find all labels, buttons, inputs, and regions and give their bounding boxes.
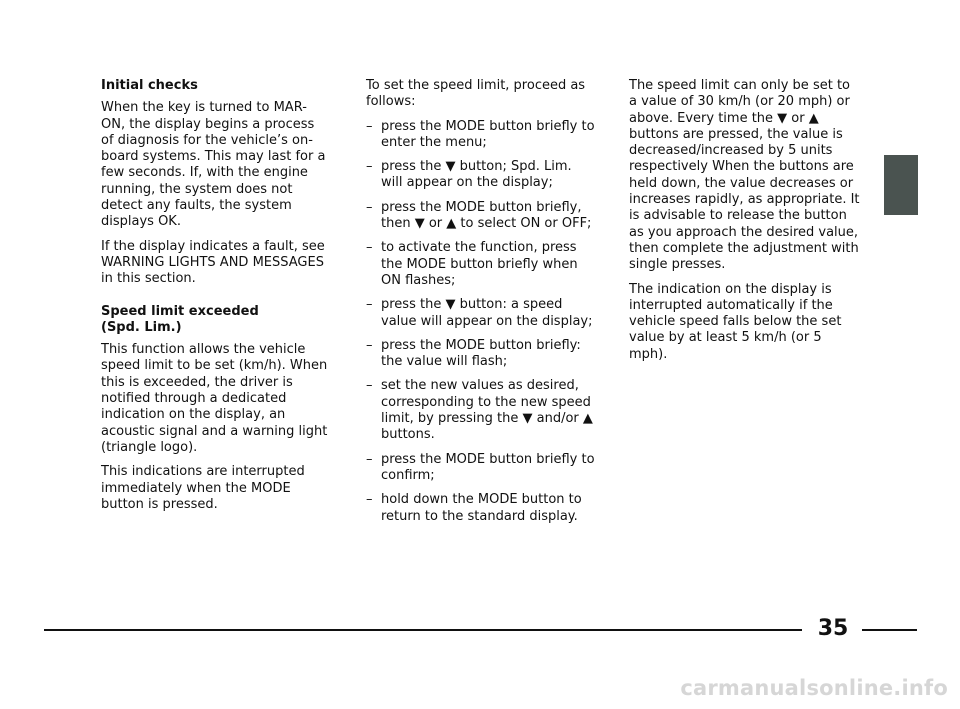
procedure-step: – press the ▼ button; Spd. Lim. will appear on the display;: [366, 159, 596, 192]
column-left: [101, 78, 329, 521]
procedure-step: – press the ▼ button: a speed value will appear on the display;: [366, 297, 596, 330]
procedure-step: – press the MODE button briefly to confirm;: [366, 452, 596, 485]
speed-limit-setting-paragraph: The speed limit can only be set to a value of 30 km/h (or 20 mph) or above. Every time the ▼ or ▲ buttons are pressed, the value is decreased/increased by 5 units respectively When the buttons are held down, the value decreases or increases rapidly, as appropriate. It is advisable to release the button as you approach the desired value, then complete the adjustment with single presses.: [629, 78, 860, 273]
procedure-intro: To set the speed limit, proceed as follows:: [366, 78, 586, 110]
procedure-step: – to activate the function, press the MODE button briefly when ON flashes;: [366, 240, 596, 289]
column-middle: [366, 78, 596, 533]
initial-checks-paragraph-2: If the display indicates a fault, see WARNING LIGHTS AND MESSAGES in this section.: [101, 238, 325, 287]
footer-rule-left: [44, 629, 802, 631]
initial-checks-paragraph-1: When the key is turned to MAR-ON, the display begins a process of diagnosis for the vehicle’s on-board systems. This may last for a few seconds. If, with the engine running, the system does not detect any faults, the system displays OK.: [101, 100, 326, 230]
initial-checks-heading: Initial checks: [101, 78, 198, 93]
speed-limit-heading: [101, 304, 329, 337]
procedure-steps: [366, 119, 596, 525]
column-right: [629, 78, 861, 371]
footer-rule-right: [862, 629, 917, 631]
procedure-step: – set the new values as desired, corresponding to the new speed limit, by pressing the ▼ and/or ▲ buttons.: [366, 378, 596, 443]
speed-limit-paragraph-2: This indications are interrupted immediately when the MODE button is pressed.: [101, 464, 305, 512]
page-number: 35: [817, 616, 849, 641]
procedure-step: – hold down the MODE button to return to the standard display.: [366, 492, 596, 525]
procedure-step: – press the MODE button briefly: the value will flash;: [366, 338, 596, 371]
speed-limit-heading-line2: (Spd. Lim.): [101, 319, 182, 335]
watermark-text: carmanualsonline.info: [680, 676, 948, 700]
speed-limit-paragraph-1: This function allows the vehicle speed limit to be set (km/h). When this is exceeded, the driver is notified through a dedicated indication on the display, an acoustic signal and a warning light (triangle logo).: [101, 342, 328, 455]
procedure-step: – press the MODE button briefly to enter the menu;: [366, 119, 596, 152]
speed-limit-interrupt-paragraph: The indication on the display is interrupted automatically if the vehicle speed falls below the set value by at least 5 km/h (or 5 mph).: [629, 281, 842, 362]
procedure-step: – press the MODE button briefly, then ▼ or ▲ to select ON or OFF;: [366, 200, 596, 233]
section-tab-marker: [884, 155, 918, 215]
speed-limit-heading-line1: Speed limit exceeded: [101, 303, 259, 319]
